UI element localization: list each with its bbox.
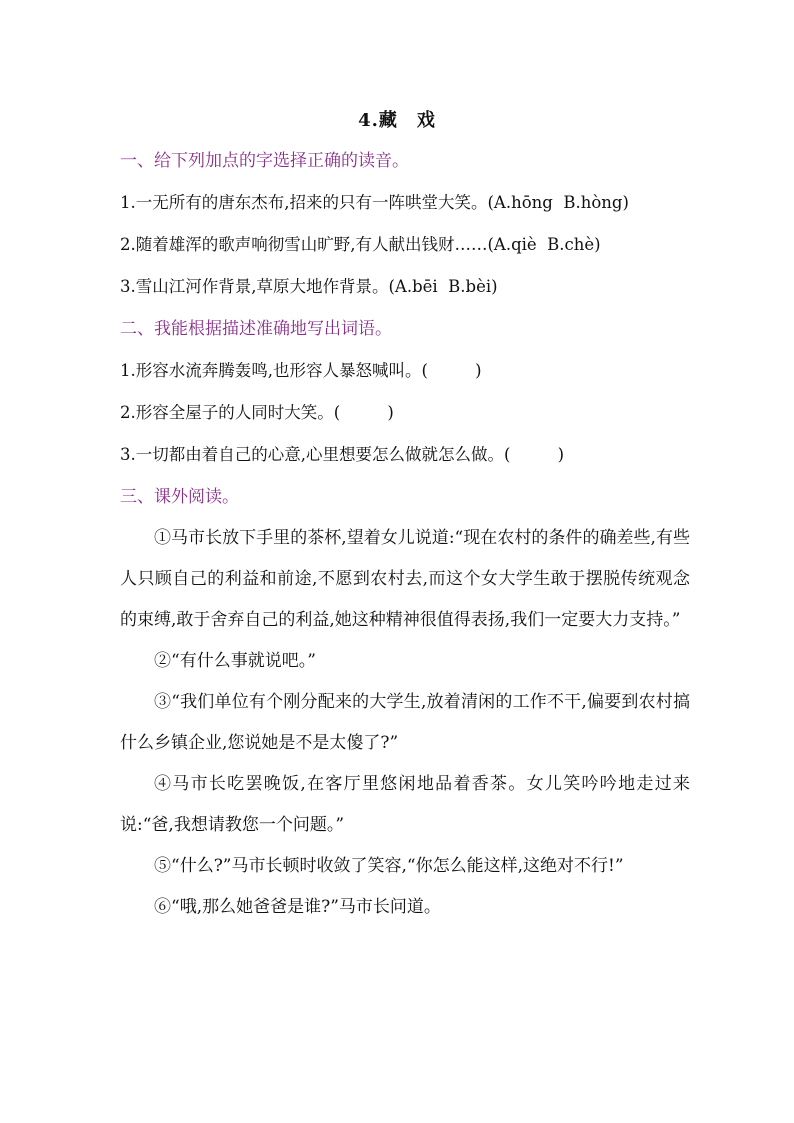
reading-paragraph: ⑤“什么?”马市长顿时收敛了笑容,“你怎么能这样,这绝对不行!”	[154, 856, 624, 876]
question-item: 1.一无所有的唐东杰布,招来的只有一阵哄堂大笑。(A.hōng B.hòng)	[120, 193, 629, 212]
section-1-heading: 一、给下列加点的字选择正确的读音。	[120, 151, 409, 171]
reading-paragraph: ⑥“哦,那么她爸爸是谁?”马市长问道。	[154, 897, 441, 917]
reading-paragraph: ③“我们单位有个刚分配来的大学生,放着清闲的工作不干,偏要到农村搞什么乡镇企业,您说她是不是太傻了?”	[120, 692, 690, 753]
section-2-heading: 二、我能根据描述准确地写出词语。	[120, 319, 392, 339]
reading-paragraph: ②“有什么事就说吧。”	[154, 651, 316, 671]
section-2	[120, 308, 690, 476]
question-item: 2.随着雄浑的歌声响彻雪山旷野,有人献出钱财……(A.qiè B.chè)	[120, 235, 601, 254]
document-body	[120, 140, 690, 928]
reading-paragraph: ①马市长放下手里的茶杯,望着女儿说道:“现在农村的条件的确差些,有些人只顾自己的利益和前途,不愿到农村去,而这个女大学生敢于摆脱传统观念的束缚,敢于舍弃自己的利益,她这种精神很值得表扬,我们一定要大力支持。”	[120, 528, 690, 630]
question-item: 1.形容水流奔腾轰鸣,也形容人暴怒喊叫。( )	[120, 361, 482, 380]
section-3-heading: 三、课外阅读。	[120, 487, 239, 507]
reading-paragraph: ④马市长吃罢晚饭,在客厅里悠闲地品着香茶。女儿笑吟吟地走过来说:“爸,我想请教您一个问题。”	[120, 774, 690, 835]
question-item: 2.形容全屋子的人同时大笑。( )	[120, 403, 394, 422]
question-item: 3.雪山江河作背景,草原大地作背景。(A.bēi B.bèi)	[120, 277, 498, 296]
section-3	[120, 476, 690, 928]
question-item: 3.一切都由着自己的心意,心里想要怎么做就怎么做。( )	[120, 445, 565, 464]
document-title: 4.藏 戏	[358, 110, 436, 131]
section-1	[120, 140, 690, 308]
